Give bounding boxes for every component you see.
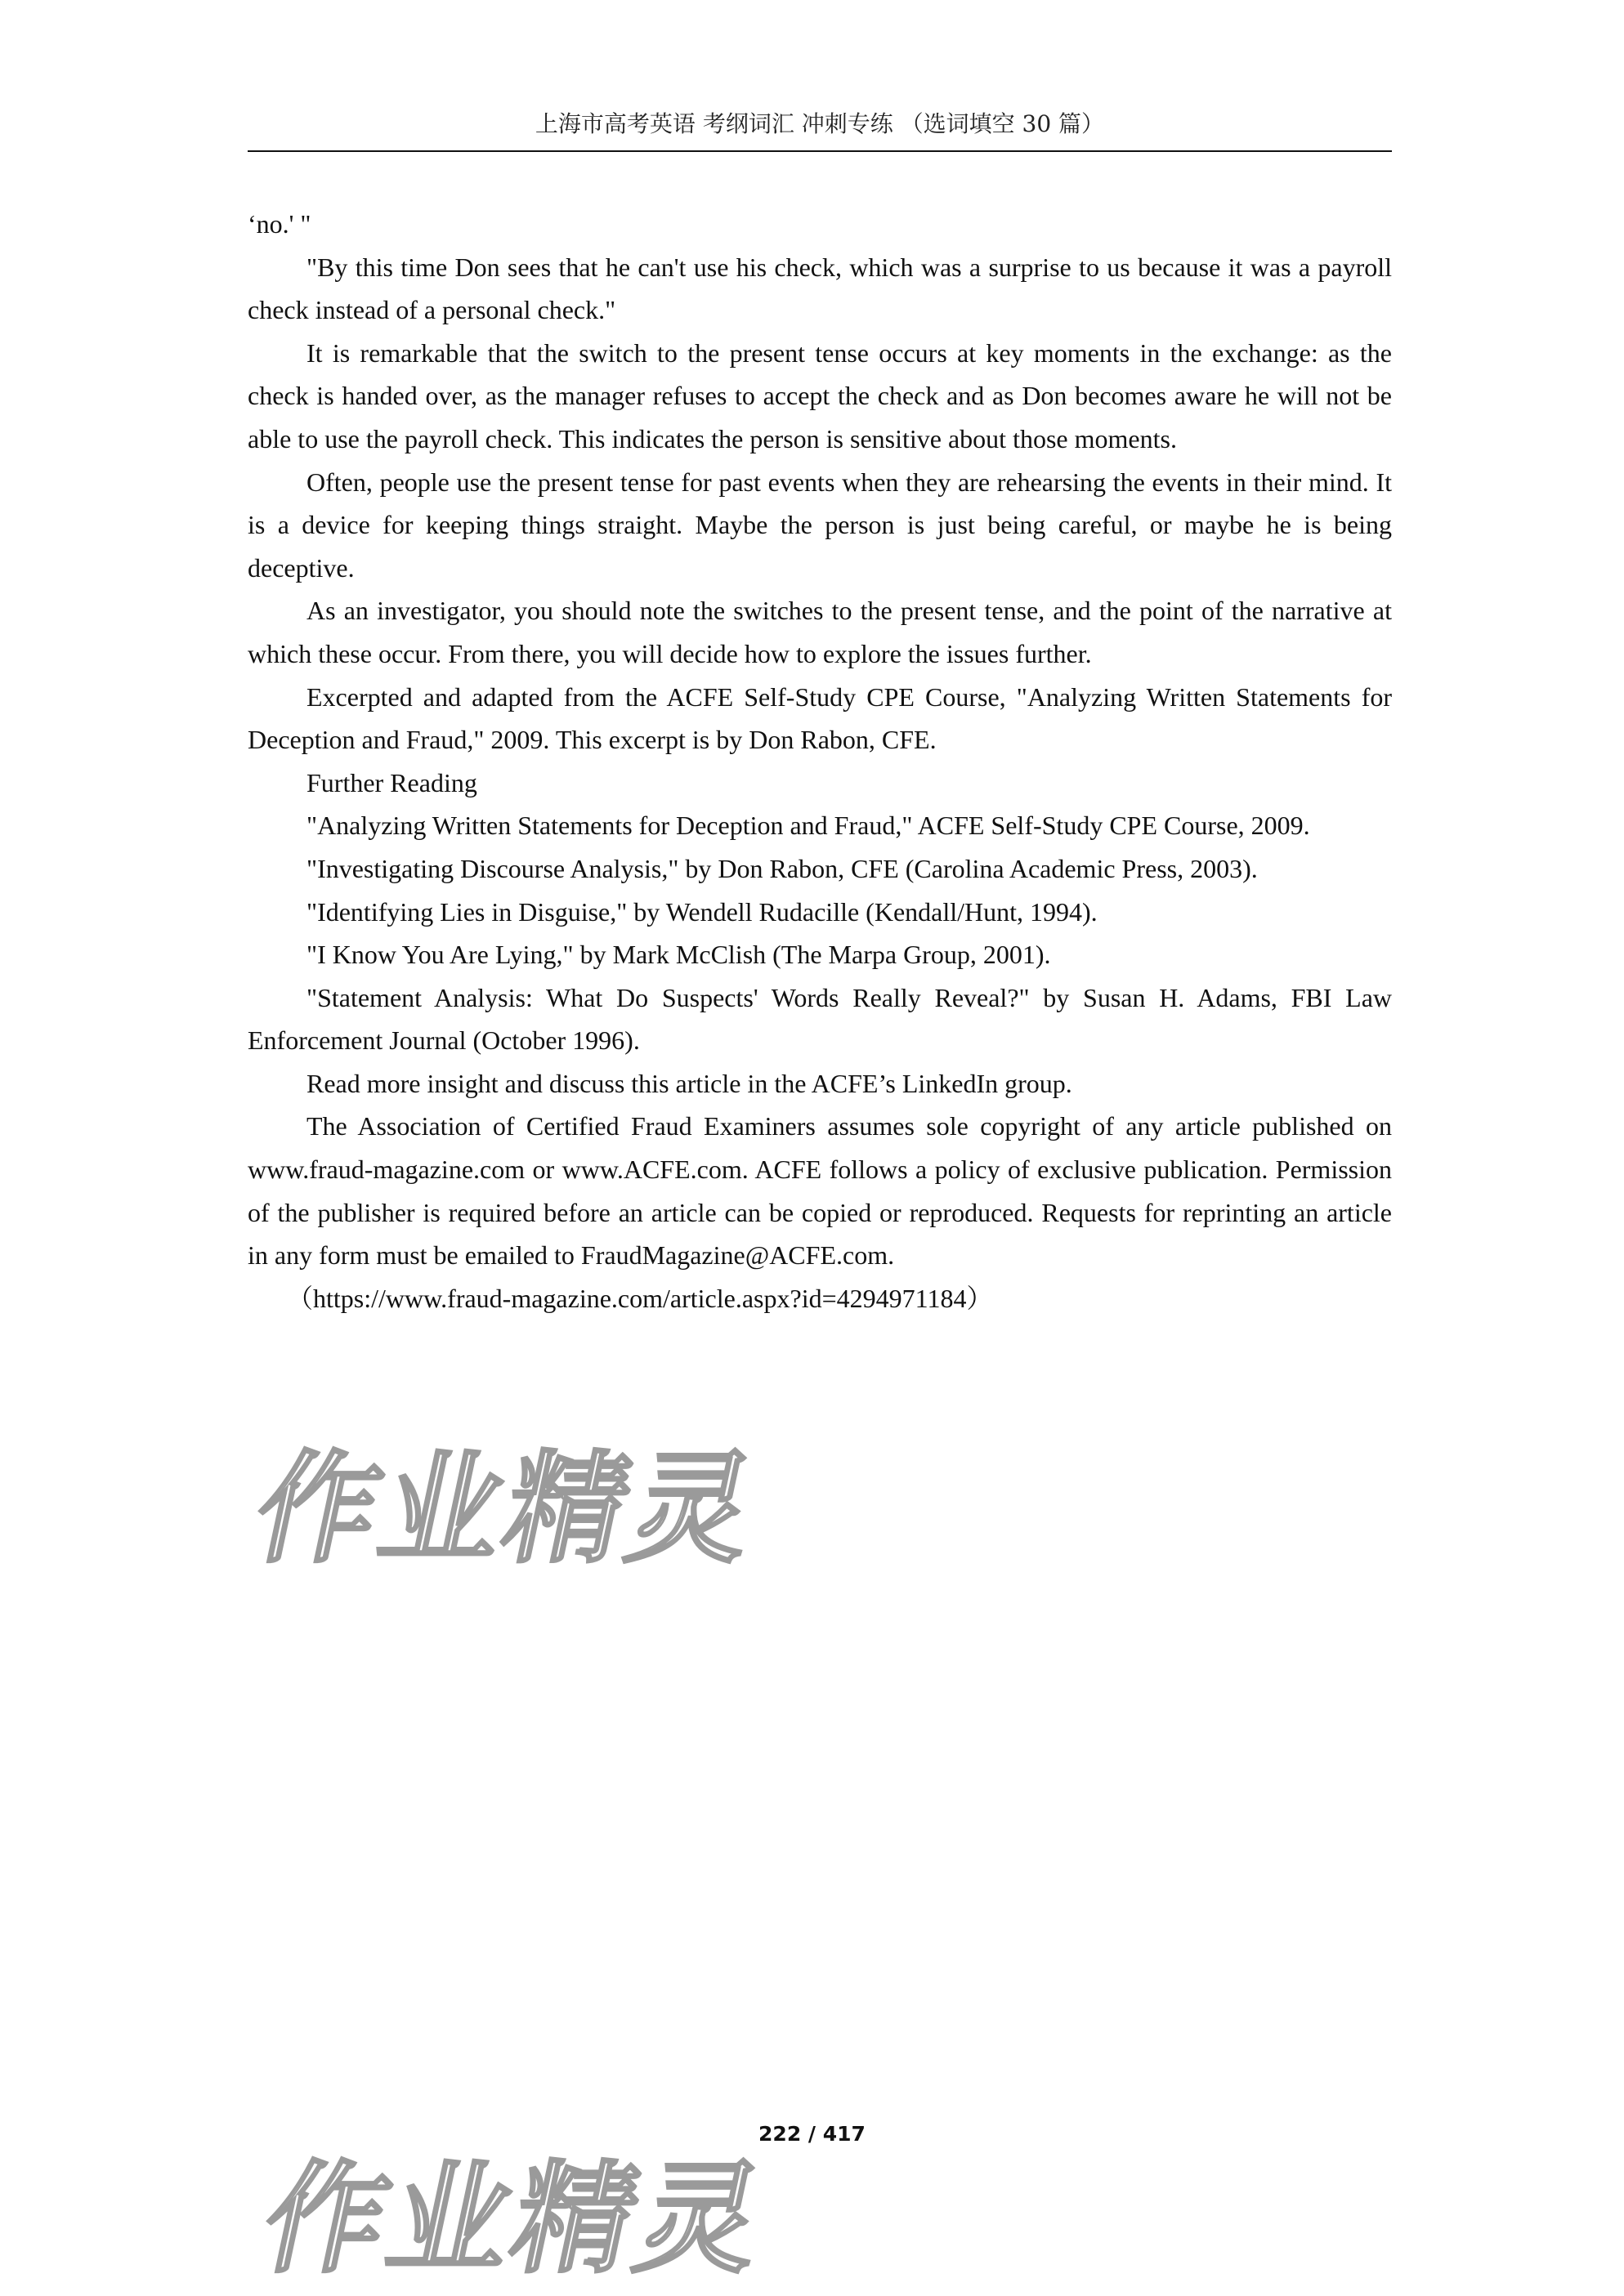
copyright-notice: The Association of Certified Fraud Examiners assumes sole copyright of any article published on www.fraud-magazine.com or www.ACFE.com. ACFE follows a policy of exclusive publication. Permission of the publisher is required before an article can be copied or reproduced. Requests for reprinting an article in any form must be emailed to FraudMagazine@ACFE.com.: [248, 1111, 1392, 1271]
running-header: 上海市高考英语 考纲词汇 冲刺专练 （选词填空 30 篇）: [535, 110, 1105, 137]
source-url: （https://www.fraud-magazine.com/article.aspx?id=4294971184）: [287, 1283, 993, 1313]
linkedin-note: Read more insight and discuss this article in the ACFE’s LinkedIn group.: [306, 1068, 1072, 1098]
reading-item-1: "Analyzing Written Statements for Deception and Fraud," ACFE Self-Study CPE Course, 2009.: [306, 811, 1310, 841]
watermark-top: 作业精灵: [243, 1439, 771, 1579]
header-divider: [248, 150, 1392, 152]
reading-item-2: "Investigating Discourse Analysis," by Don Rabon, CFE (Carolina Academic Press, 2003).: [306, 853, 1258, 883]
reading-item-3: "Identifying Lies in Disguise," by Wendell Rudacille (Kendall/Hunt, 1994).: [306, 896, 1098, 927]
paragraph-4: Often, people use the present tense for past events when they are rehearsing the events in their mind. It is a device for keeping things straight. Maybe the person is just being careful, or maybe he is being deceptive.: [248, 467, 1392, 583]
reading-item-4: "I Know You Are Lying," by Mark McClish (The Marpa Group, 2001).: [306, 940, 1051, 970]
paragraph-5: As an investigator, you should note the switches to the present tense, and the point of the narrative at which these occur. From there, you will decide how to explore the issues further.: [248, 596, 1392, 668]
paragraph-6: Excerpted and adapted from the ACFE Self-Study CPE Course, "Analyzing Written Statements for Deception and Fraud," 2009. This excerpt is by Don Rabon, CFE.: [248, 681, 1392, 755]
paragraph-2: "By this time Don sees that he can't use his check, which was a surprise to us because it was a payroll check instead of a personal check.": [248, 252, 1392, 325]
page-number: 222 / 417: [758, 2122, 866, 2146]
paragraph-1: ‘no.' ": [248, 209, 311, 239]
further-reading-heading: Further Reading: [306, 767, 477, 797]
paragraph-3: It is remarkable that the switch to the present tense occurs at key moments in the exchange: as the check is handed over, as the manager refuses to accept the check and as Don becomes aware he will not be able to use the payroll check. This indicates the person is sensitive about those moments.: [248, 337, 1392, 453]
watermark-bottom: 作业精灵: [251, 2149, 779, 2289]
article-body: [248, 203, 1392, 1320]
reading-item-5: "Statement Analysis: What Do Suspects' Words Really Reveal?" by Susan H. Adams, FBI Law Enforcement Journal (October 1996).: [248, 982, 1392, 1056]
